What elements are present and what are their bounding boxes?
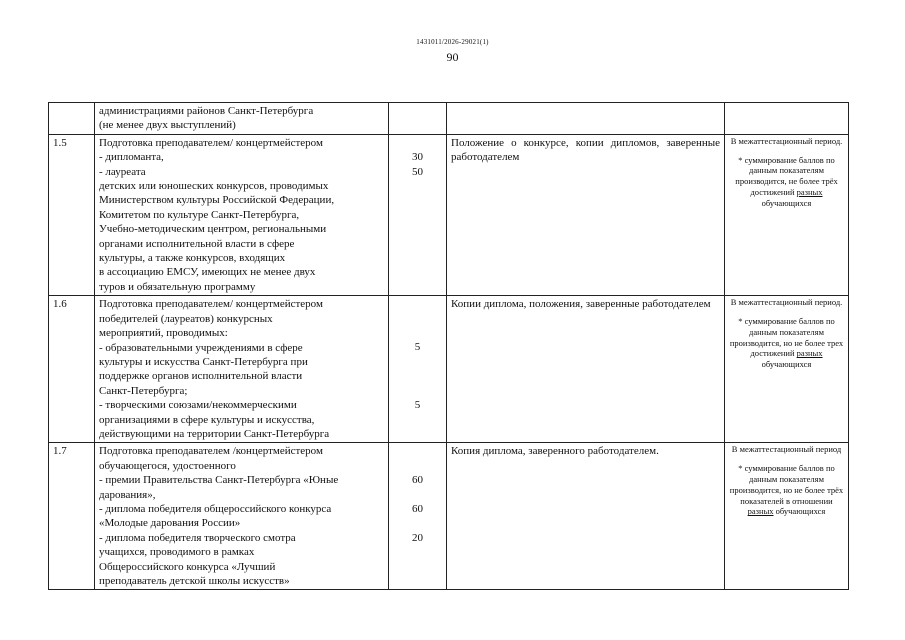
description-line: победителей (лауреатов) конкурсных (99, 312, 273, 325)
points-value (393, 488, 442, 502)
note-text-end: обучающихся (761, 197, 812, 208)
points-value (393, 384, 442, 398)
description-line: Подготовка преподавателем /концертмейстером (99, 445, 323, 458)
description-line: туров и обязательную программу (99, 280, 256, 293)
note-text: * суммирование баллов по данным показателям производится, не более трёх достижений (735, 154, 838, 197)
points-value (393, 118, 442, 132)
supporting-documents: Положение о конкурсе, копии дипломов, заверенные работодателем (447, 134, 725, 295)
description-line: администрациями районов Санкт-Петербурга (99, 105, 314, 117)
points-value (393, 516, 442, 530)
description-line: Подготовка преподавателем/ концертмейстером (99, 136, 323, 149)
points-cell (389, 134, 447, 295)
note-cell (725, 443, 849, 590)
criterion-description (95, 443, 389, 590)
description-line: в ассоциацию ЕМСУ, имеющих не менее двух (99, 266, 316, 279)
points-value (393, 104, 442, 118)
description-line: - творческими союзами/некоммерческими (99, 399, 297, 412)
points-value (393, 574, 442, 588)
points-value (393, 355, 442, 369)
note-cell (725, 134, 849, 295)
document-id: 1431011/2026-29021(1) (416, 38, 489, 46)
description-line: дарования», (99, 488, 156, 501)
note-summation (729, 155, 844, 209)
points-value: 5 (414, 341, 421, 354)
points-cell (389, 296, 447, 443)
note-summation (729, 316, 844, 370)
points-cell (389, 443, 447, 590)
description-line: - диплома победителя творческого смотра (99, 531, 296, 544)
points-value: 20 (412, 531, 423, 544)
note-underlined: разных (796, 187, 823, 197)
description-line: органами исполнительной власти в сфере (99, 237, 295, 250)
description-line: поддержке органов исполнительной власти (99, 370, 303, 383)
supporting-documents: Копии диплома, положения, заверенные работодателем (447, 296, 725, 443)
note-period: В межаттестационный период. (730, 297, 843, 308)
description-line: - образовательными учреждениями в сфере (99, 341, 303, 354)
description-line: детских или юношеских конкурсов, проводимых (99, 180, 329, 193)
description-line: Учебно-методическим центром, региональными (99, 223, 327, 236)
points-value (393, 444, 442, 458)
description-line: - диплома победителя общероссийского конкурса (99, 502, 332, 515)
points-value (393, 297, 442, 311)
points-value (393, 326, 442, 340)
table-row (49, 134, 849, 295)
item-number: 1.5 (49, 134, 95, 295)
points-value (393, 459, 442, 473)
description-line: организациями в сфере культуры и искусства, (99, 413, 315, 426)
description-line: мероприятий, проводимых: (99, 327, 228, 340)
points-value (393, 427, 442, 441)
note-text: * суммирование баллов по данным показателям производится, но не более трех достижений (729, 316, 844, 359)
description-line: Подготовка преподавателем/ концертмейстером (99, 298, 323, 311)
note-period: В межаттестационный период (731, 444, 842, 455)
description-line: обучающегося, удостоенного (99, 459, 236, 472)
description-line: Общероссийского конкурса «Лучший (99, 560, 276, 573)
note-text: * суммирование баллов по данным показателям производится, но не более трёх показателей в отношении (729, 463, 844, 506)
description-line: Комитетом по культуре Санкт-Петербурга, (99, 208, 300, 221)
note-underlined: разных (747, 506, 774, 517)
points-value (393, 412, 442, 426)
item-number: 1.6 (49, 296, 95, 443)
description-line: Санкт-Петербурга; (99, 384, 188, 397)
note-summation (729, 463, 844, 517)
points-value (393, 312, 442, 326)
note-cell (725, 296, 849, 443)
table-row (49, 103, 849, 135)
description-line: учащихся, проводимого в рамках (99, 546, 255, 559)
description-line: культуры, а также конкурсов, входящих (99, 252, 286, 265)
criteria-table (48, 102, 849, 590)
points-value (393, 560, 442, 574)
item-number (49, 103, 95, 135)
table-row (49, 443, 849, 590)
description-line: (не менее двух выступлений) (99, 119, 236, 132)
note-text-end: обучающихся (761, 359, 812, 370)
description-line: Министерством культуры Российской Федерации, (99, 194, 335, 207)
note-underlined: разных (796, 348, 823, 359)
points-value: 60 (412, 474, 423, 487)
description-line: преподаватель детской школы искусств» (99, 575, 290, 587)
points-cell (389, 103, 447, 135)
supporting-documents: Копия диплома, заверенного работодателем. (447, 443, 725, 590)
description-line: культуры и искусства Санкт-Петербурга при (99, 355, 308, 368)
description-line: действующими на территории Санкт-Петербурга (99, 427, 330, 440)
note-text-end: обучающихся (773, 506, 826, 517)
description-line: - лауреата (99, 165, 146, 178)
criterion-description (95, 103, 389, 135)
item-number: 1.7 (49, 443, 95, 590)
criterion-description (95, 296, 389, 443)
note-cell (725, 103, 849, 135)
description-line: «Молодые дарования России» (99, 517, 241, 530)
description-line: - премии Правительства Санкт-Петербурга «Юные (99, 474, 339, 487)
points-value (393, 545, 442, 559)
points-value: 60 (412, 502, 423, 515)
description-line: - дипломанта, (99, 151, 164, 164)
note-period: В межаттестационный период. (730, 135, 843, 146)
points-value (393, 369, 442, 383)
points-value: 30 (412, 151, 423, 164)
page-number: 90 (446, 50, 459, 64)
points-value: 50 (412, 165, 423, 178)
supporting-documents (447, 103, 725, 135)
points-value: 5 (414, 399, 421, 412)
criterion-description (95, 134, 389, 295)
points-value (393, 136, 442, 150)
table-row (49, 296, 849, 443)
